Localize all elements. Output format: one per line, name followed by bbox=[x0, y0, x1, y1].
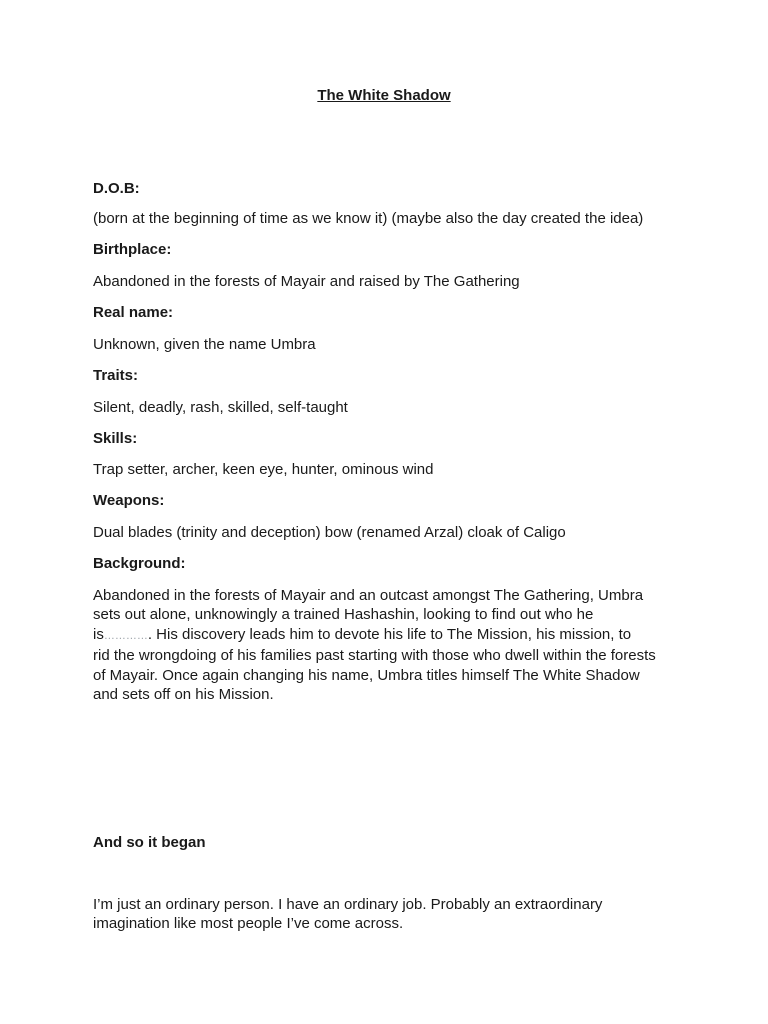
background-line: of Mayair. Once again changing his name, Umbra titles himself The White Shadow bbox=[93, 666, 640, 684]
field-label-background: Background: bbox=[93, 555, 186, 572]
document-title: The White Shadow bbox=[317, 87, 451, 104]
field-value-skills: Trap setter, archer, keen eye, hunter, ominous wind bbox=[93, 461, 434, 478]
background-line-start: is bbox=[93, 625, 104, 643]
field-label-weapons: Weapons: bbox=[93, 492, 165, 509]
field-label-birthplace: Birthplace: bbox=[93, 241, 172, 258]
field-value-birthplace: Abandoned in the forests of Mayair and raised by The Gathering bbox=[93, 273, 520, 290]
ellipsis-dots: ………… bbox=[103, 629, 148, 642]
field-label-real-name: Real name: bbox=[93, 304, 174, 321]
background-line: sets out alone, unknowingly a trained Hashashin, looking to find out who he bbox=[93, 606, 594, 624]
intro-line: I’m just an ordinary person. I have an ordinary job. Probably an extraordinary bbox=[93, 896, 603, 913]
section-heading: And so it began bbox=[93, 834, 206, 851]
field-value-traits: Silent, deadly, rash, skilled, self-taught bbox=[93, 399, 348, 416]
background-line: Abandoned in the forests of Mayair and an outcast amongst The Gathering, Umbra bbox=[93, 587, 644, 604]
background-line-rest: . His discovery leads him to devote his life to The Mission, his mission, to bbox=[147, 625, 632, 643]
background-line: rid the wrongdoing of his families past starting with those who dwell within the forests bbox=[93, 647, 656, 665]
field-label-traits: Traits: bbox=[93, 367, 139, 384]
background-paragraph bbox=[93, 586, 683, 704]
field-value-real-name: Unknown, given the name Umbra bbox=[93, 336, 316, 353]
field-label-skills: Skills: bbox=[93, 430, 138, 447]
field-value-weapons: Dual blades (trinity and deception) bow (renamed Arzal) cloak of Caligo bbox=[93, 524, 566, 541]
field-label-dob: D.O.B: bbox=[93, 180, 140, 197]
background-line: and sets off on his Mission. bbox=[93, 686, 274, 704]
intro-paragraph bbox=[93, 895, 683, 934]
background-line bbox=[93, 625, 683, 646]
field-value-dob: (born at the beginning of time as we know it) (maybe also the day created the idea) bbox=[93, 210, 644, 227]
intro-line: imagination like most people I’ve come across. bbox=[93, 915, 404, 933]
